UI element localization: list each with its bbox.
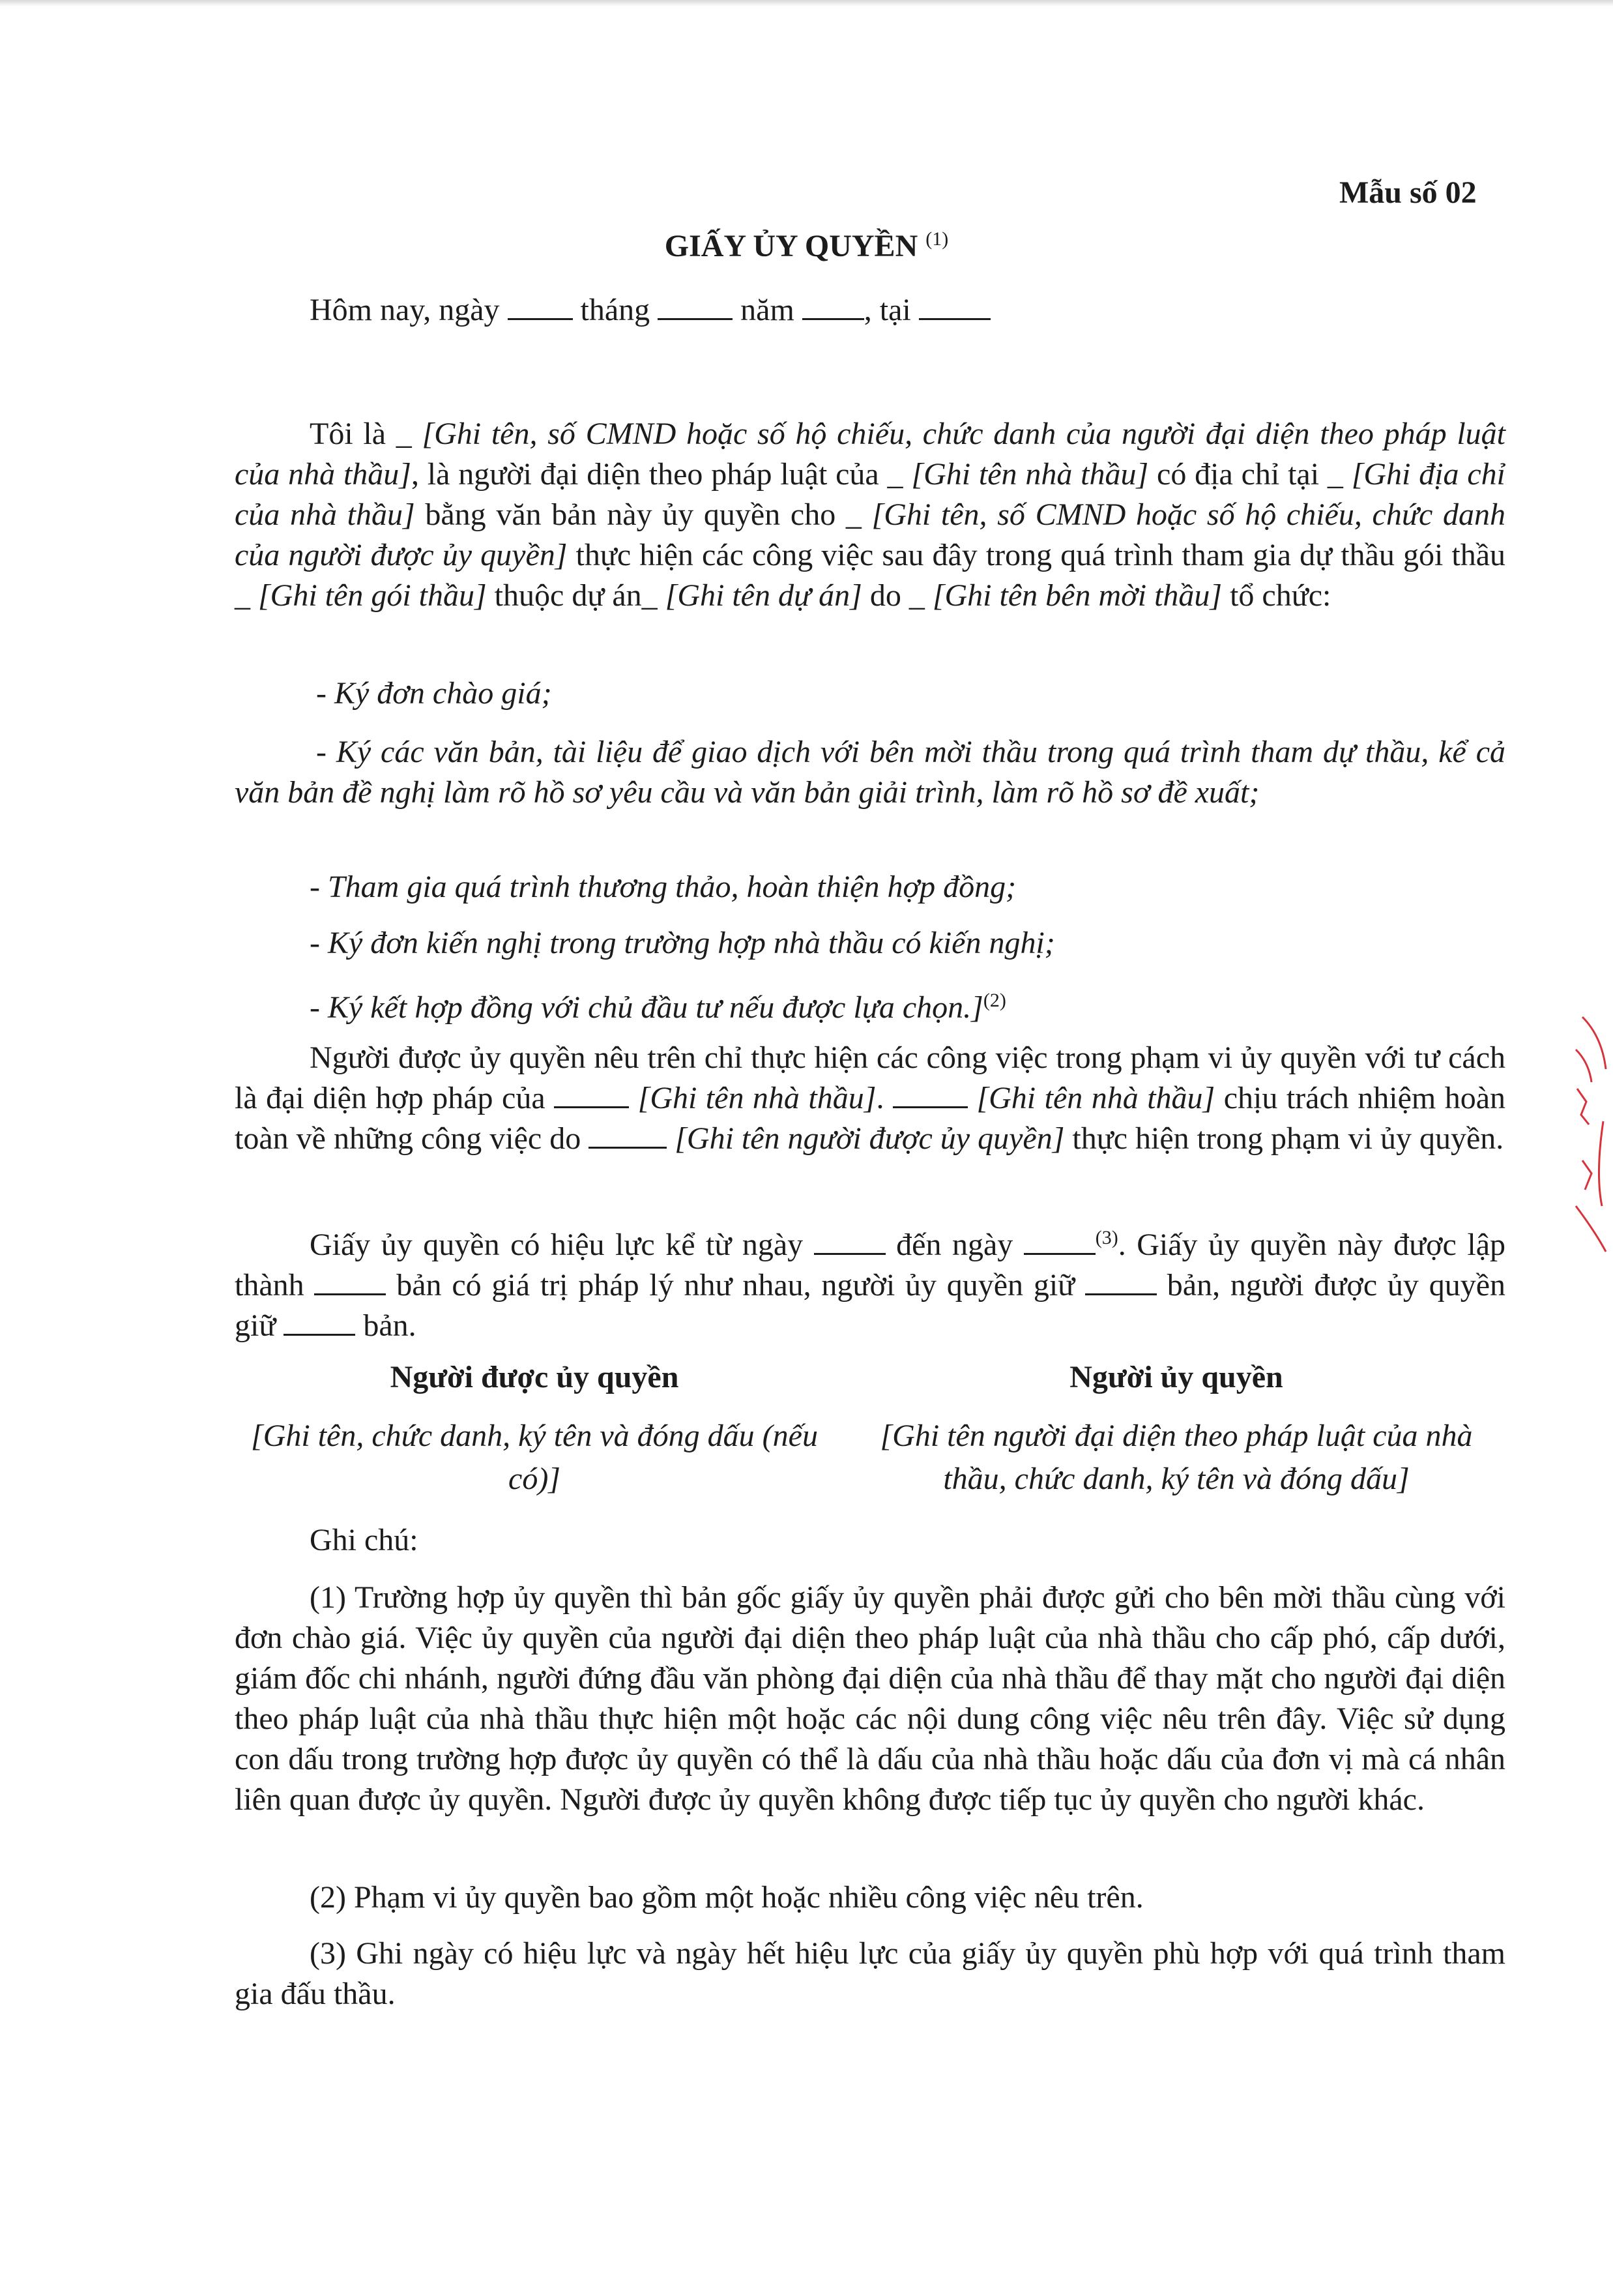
blank-year bbox=[802, 292, 864, 320]
principal-heading: Người ủy quyền bbox=[1069, 1360, 1283, 1394]
blank-month bbox=[658, 292, 733, 320]
scope-paragraph: Người được ủy quyền nêu trên chỉ thực hiện các công việc trong phạm vi ủy quyền với tư cách là đại diện hợp pháp của [Ghi tên nhà thầu]. [Ghi tên nhà thầu] chịu trách nhiệm hoàn toàn về những công việc do [Ghi tên người được ủy quyền] thực hiện trong phạm vi ủy quyền. bbox=[235, 1040, 1506, 1156]
intro-paragraph: Tôi là _ [Ghi tên, số CMND hoặc số hộ chiếu, chức danh của người đại diện theo pháp luật của nhà thầu], là người đại diện theo pháp luật của _ [Ghi tên nhà thầu] có địa chỉ tại _ [Ghi địa chỉ của nhà thầu] bằng văn bản này ủy quyền cho _ [Ghi tên, số CMND hoặc số hộ chiếu, chức danh của người được ủy quyền] thực hiện các công việc sau đây trong quá trình tham gia dự thầu gói thầu _ [Ghi tên gói thầu] thuộc dự án_ [Ghi tên dự án] do _ [Ghi tên bên mời thầu] tổ chức: bbox=[235, 417, 1506, 613]
date-prefix: Hôm nay, ngày bbox=[310, 293, 500, 327]
form-number: Mẫu số 02 bbox=[1339, 175, 1477, 210]
note-2: (2) Phạm vi ủy quyền bao gồm một hoặc nhiều công việc nêu trên. bbox=[310, 1880, 1144, 1915]
blank-day bbox=[508, 292, 573, 320]
task-item: - Ký đơn kiến nghị trong trường hợp nhà thầu có kiến nghị; bbox=[310, 926, 1055, 960]
date-month-label: tháng bbox=[580, 293, 650, 327]
task-item: - Ký các văn bản, tài liệu để giao dịch với bên mời thầu trong quá trình tham dự thầu, kể cả văn bản đề nghị làm rõ hồ sơ yêu cầu và văn bản giải trình, làm rõ hồ sơ đề xuất; bbox=[235, 735, 1505, 810]
delegate-note: [Ghi tên, chức danh, ký tên và đóng dấu (nếu có)] bbox=[251, 1419, 818, 1496]
task-item: - Ký đơn chào giá; bbox=[316, 676, 552, 711]
title-footnote: (1) bbox=[925, 228, 949, 250]
blank-place bbox=[919, 292, 991, 320]
task-item: - Tham gia quá trình thương thảo, hoàn thiện hợp đồng; bbox=[310, 870, 1017, 904]
note-3: (3) Ghi ngày có hiệu lực và ngày hết hiệu lực của giấy ủy quyền phù hợp với quá trình tham gia đấu thầu. bbox=[235, 1936, 1505, 2011]
document-title bbox=[0, 228, 1613, 264]
task-item: - Ký kết hợp đồng với chủ đầu tư nếu được lựa chọn.]$^{(2)}$ bbox=[310, 990, 1006, 1025]
date-line bbox=[310, 292, 991, 328]
note-1: (1) Trường hợp ủy quyền thì bản gốc giấy ủy quyền phải được gửi cho bên mời thầu cùng với đơn chào giá. Việc ủy quyền của người đại diện theo pháp luật của nhà thầu cho cấp phó, cấp dưới, giám đốc chi nhánh, người đứng đầu văn phòng đại diện của nhà thầu để thay mặt cho người đại diện theo pháp luật của nhà thầu thực hiện một hoặc các nội dung công việc nêu trên đây. Việc sử dụng con dấu trong trường hợp được ủy quyền có thể là dấu của nhà thầu hoặc dấu của đơn vị mà cá nhân liên quan được ủy quyền. Người được ủy quyền không được tiếp tục ủy quyền cho người khác. bbox=[235, 1580, 1505, 1817]
validity-paragraph: Giấy ủy quyền có hiệu lực kể từ ngày đến ngày $^{(3)}$. Giấy ủy quyền này được lập thành bản có giá trị pháp lý như nhau, người ủy quyền giữ bản, người được ủy quyền giữ bản. bbox=[235, 1227, 1506, 1343]
date-place-label: , tại bbox=[864, 293, 911, 327]
scan-edge bbox=[0, 0, 1613, 7]
date-year-label: năm bbox=[740, 293, 794, 327]
red-seal-fragment-icon bbox=[1563, 1010, 1608, 1258]
signature-delegate bbox=[241, 1356, 828, 1501]
signature-principal bbox=[867, 1356, 1486, 1501]
principal-note: [Ghi tên người đại diện theo pháp luật của nhà thầu, chức danh, ký tên và đóng dấu] bbox=[880, 1419, 1473, 1496]
delegate-heading: Người được ủy quyền bbox=[390, 1360, 679, 1394]
notes-heading: Ghi chú: bbox=[310, 1523, 418, 1557]
title-text: GIẤY ỦY QUYỀN bbox=[664, 229, 918, 263]
